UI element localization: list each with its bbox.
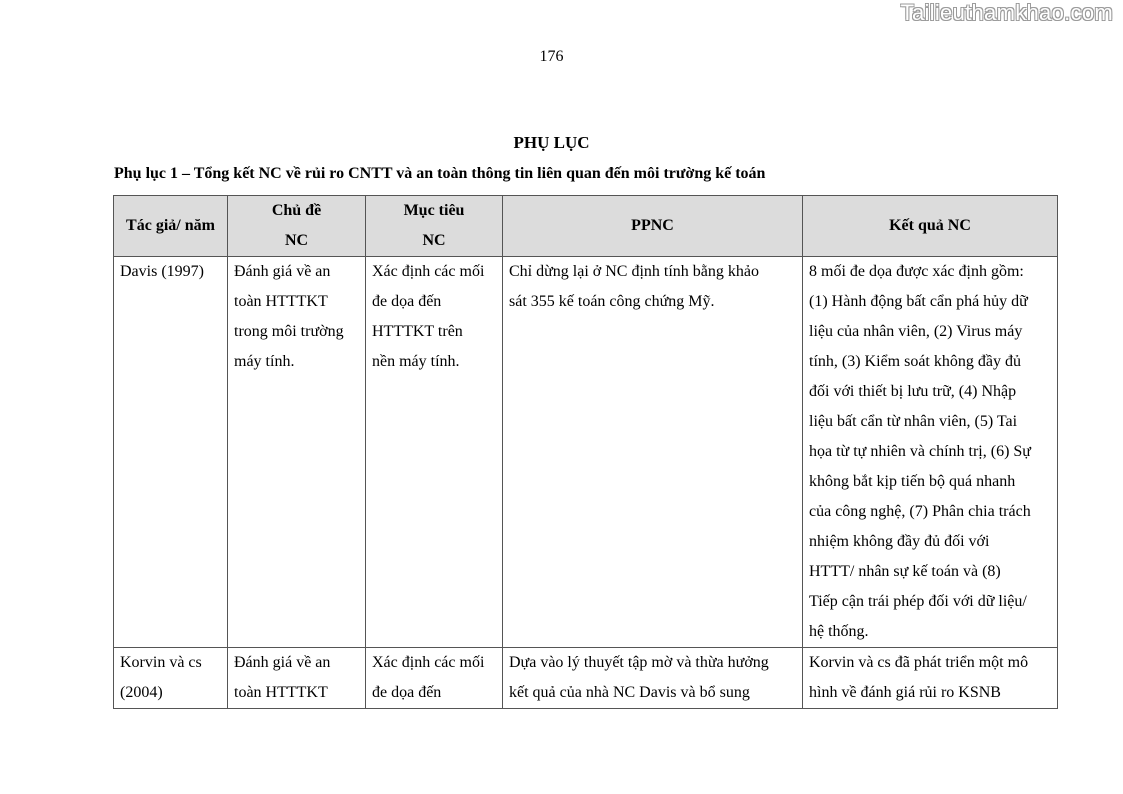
cell-line: máy tính. [234,353,295,370]
cell-line: nhiệm không đầy đủ đối với [809,533,990,550]
cell-result [803,648,1058,709]
cell-line: Đánh giá về an [234,654,331,671]
section-title: PHỤ LỤC [513,133,590,152]
cell-line: Chỉ dừng lại ở NC định tính bằng khảo [509,263,760,280]
header-objective [366,196,503,257]
cell-author-year [114,648,228,709]
header-topic [228,196,366,257]
cell-line: liệu bất cẩn từ nhân viên, (5) Tai [809,413,1018,430]
cell-line: hình về đánh giá rủi ro KSNB [809,684,1001,701]
table-caption: Phụ lục 1 – Tổng kết NC về rủi ro CNTT và an toàn thông tin liên quan đến môi trường kế toán [114,165,766,182]
cell-result [803,257,1058,648]
cell-line: sát 355 kế toán công chứng Mỹ. [509,293,715,310]
cell-line: họa từ tự nhiên và chính trị, (6) Sự [809,443,1031,460]
table-row [114,648,1058,709]
cell-line: đe dọa đến [372,293,442,310]
cell-line: Korvin và cs [120,654,202,671]
table-header-row [114,196,1058,257]
cell-line: Davis (1997) [120,263,204,280]
cell-objective [366,257,503,648]
cell-topic [228,257,366,648]
cell-line: toàn HTTTKT [234,293,328,310]
cell-line: (2004) [120,684,163,701]
cell-topic [228,648,366,709]
cell-line: Đánh giá về an [234,263,331,280]
literature-table [113,195,1058,709]
cell-line: của công nghệ, (7) Phân chia trách [809,503,1031,520]
cell-objective [366,648,503,709]
cell-line: Xác định các mối [372,263,485,280]
header-line: NC [284,232,309,249]
table-row [114,257,1058,648]
header-line: Kết quả NC [889,217,971,234]
header-result [803,196,1058,257]
cell-line: không bắt kịp tiến bộ quá nhanh [809,473,1016,490]
header-line: NC [422,232,446,249]
cell-line: HTTT/ nhân sự kế toán và (8) [809,563,1001,580]
cell-line: Korvin và cs đã phát triển một mô [809,654,1029,671]
page-number: 176 [539,48,564,65]
header-author-year [114,196,228,257]
watermark: Tailieuthamkhao.com [900,0,1113,25]
cell-line: hệ thống. [809,623,869,640]
cell-line: liệu của nhân viên, (2) Virus máy [809,323,1023,340]
cell-line: kết quả của nhà NC Davis và bổ sung [509,684,750,701]
header-method [503,196,803,257]
cell-line: HTTTKT trên [372,323,463,340]
cell-method [503,257,803,648]
header-line: Tác giả/ năm [126,217,215,234]
cell-author-year [114,257,228,648]
cell-line: (1) Hành động bất cẩn phá hủy dữ [809,293,1028,310]
cell-line: toàn HTTTKT [234,684,328,701]
cell-line: 8 mối đe dọa được xác định gồm: [809,263,1024,280]
header-line: Chủ đề [271,202,322,219]
header-line: PPNC [631,217,674,234]
cell-line: Xác định các mối [372,654,485,671]
cell-line: đối với thiết bị lưu trữ, (4) Nhập [809,383,1017,400]
header-line: Mục tiêu [403,202,465,219]
cell-line: nền máy tính. [372,353,460,370]
cell-line: Tiếp cận trái phép đối với dữ liệu/ [809,593,1027,610]
cell-method [503,648,803,709]
cell-line: tính, (3) Kiểm soát không đầy đủ [809,353,1021,370]
cell-line: Dựa vào lý thuyết tập mờ và thừa hưởng [509,654,769,671]
cell-line: đe dọa đến [372,684,442,701]
cell-line: trong môi trường [234,323,344,340]
